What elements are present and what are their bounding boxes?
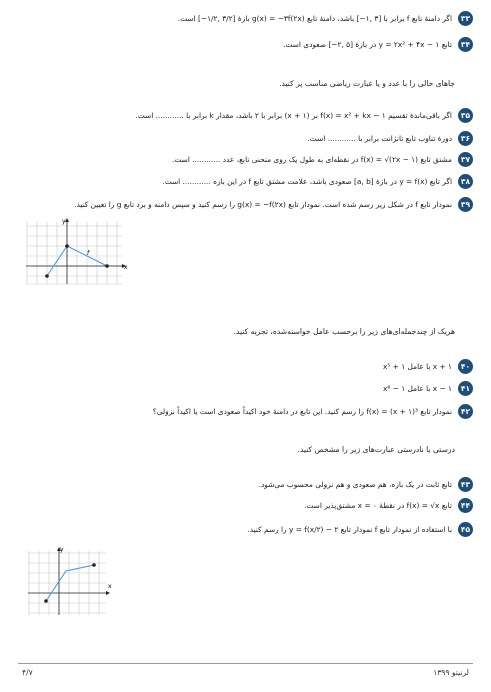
x-axis-label: x (124, 264, 128, 271)
graph-f-q45 (26, 545, 118, 617)
question-number: ۴۳ (458, 477, 473, 492)
footer-brand: لرنیتو ۱۳۹۹ (433, 668, 469, 677)
question-number: ۳۴ (458, 37, 473, 52)
question-38 (22, 174, 473, 189)
x-axis-label: x (108, 583, 112, 590)
point-peak (65, 244, 69, 248)
question-number: ۴۱ (458, 381, 473, 396)
y-axis-label: y (62, 218, 66, 225)
question-45 (22, 522, 473, 537)
section-heading-factor: هریک از چندجمله‌ای‌های زیر را برحسب عامل خواسته‌شده، تجزیه کنید. (233, 327, 455, 336)
point-end (92, 563, 96, 567)
point-start (45, 274, 49, 278)
page-number: ۴/۷ (22, 668, 33, 677)
question-number: ۳۷ (458, 152, 473, 167)
curve-label: f (87, 250, 90, 257)
section-heading-true-false: درستی یا نادرستی عبارت‌های زیر را مشخص کنید. (297, 445, 455, 454)
footer-divider (18, 663, 473, 664)
question-40 (22, 359, 473, 374)
question-39 (22, 197, 473, 212)
question-number: ۴۲ (458, 404, 473, 419)
grid (28, 551, 106, 615)
question-text: دورهٔ تناوب تابع تانژانت برابر با ............ است. (307, 133, 452, 143)
question-number: ۳۳ (458, 11, 473, 26)
question-number: ۴۰ (458, 359, 473, 374)
question-number: ۴۴ (458, 498, 473, 513)
question-text: اگر باقی‌ماندهٔ تقسیم f(x) = x² + kx − ۱ بر (x + ۱) برابر با ۲ باشد، مقدار k برابر با ............ است. (135, 110, 452, 120)
question-43 (22, 477, 473, 492)
question-text: تابع ثابت در یک بازه، هم صعودی و هم نزولی محسوب می‌شود. (258, 479, 452, 489)
question-text: x⁶ − ۱ با عامل x − ۱ (382, 383, 452, 393)
question-number: ۴۵ (458, 522, 473, 537)
question-text: x⁵ + ۱ با عامل x + ۱ (382, 361, 452, 371)
graph-f (26, 218, 130, 286)
question-number: ۳۸ (458, 174, 473, 189)
question-34 (22, 37, 473, 52)
x-axis-arrow (106, 591, 110, 595)
question-text: مشتق تابع f(x) = √(۲x − ۱) در نقطه‌ای به طول یک روی منحنی تابع، عدد ............ است. (172, 154, 452, 164)
question-41 (22, 381, 473, 396)
question-text: با استفاده از نمودار تابع f نمودار تابع y = f(x/۲) − ۲ را رسم کنید. (247, 524, 452, 534)
y-axis-label: y (60, 546, 64, 553)
question-text: تابع y = ۲x² + ۴x − ۱ در بازهٔ [۵ ,۲−] صعودی است. (283, 39, 452, 49)
question-number: ۳۶ (458, 131, 473, 146)
question-text: تابع f(x) = √x در نقطهٔ x = ۰ مشتق‌پذیر است. (304, 500, 452, 510)
question-number: ۳۹ (458, 197, 473, 212)
question-number: ۳۵ (458, 108, 473, 123)
question-37 (22, 152, 473, 167)
section-heading-fill-blank: جاهای خالی را با عدد و یا عبارت ریاضی مناسب پر کنید. (279, 79, 455, 88)
question-36 (22, 131, 473, 146)
question-33 (22, 11, 473, 26)
point-start (44, 599, 48, 603)
question-text: اگر تابع y = f(x) در بازهٔ [a, b] صعودی باشد، علامت مشتق تابع f در این بازه ............ است. (162, 176, 452, 186)
question-44 (22, 498, 473, 513)
question-35 (22, 108, 473, 123)
question-42 (22, 404, 473, 419)
grid (26, 222, 122, 284)
y-axis-arrow (65, 218, 69, 222)
point-end (105, 264, 109, 268)
question-text: اگر دامنهٔ تابع f برابر با [۳ ,۱−] باشد، دامنهٔ تابع g(x) = −۳f(۲x) بازهٔ [۳/۲ ,۱/۲−] است. (177, 13, 452, 23)
question-text: نمودار تابع f در شکل زیر رسم شده است. نمودار تابع g(x) = −f(۲x) را رسم کنید و سپس دامنه و برد تابع g را تعیین کنید. (74, 199, 452, 209)
question-text: نمودار تابع f(x) = (x + ۱)³ را رسم کنید. این تابع در دامنهٔ خود اکیداً صعودی است یا اکیداً نزولی؟ (152, 406, 452, 416)
